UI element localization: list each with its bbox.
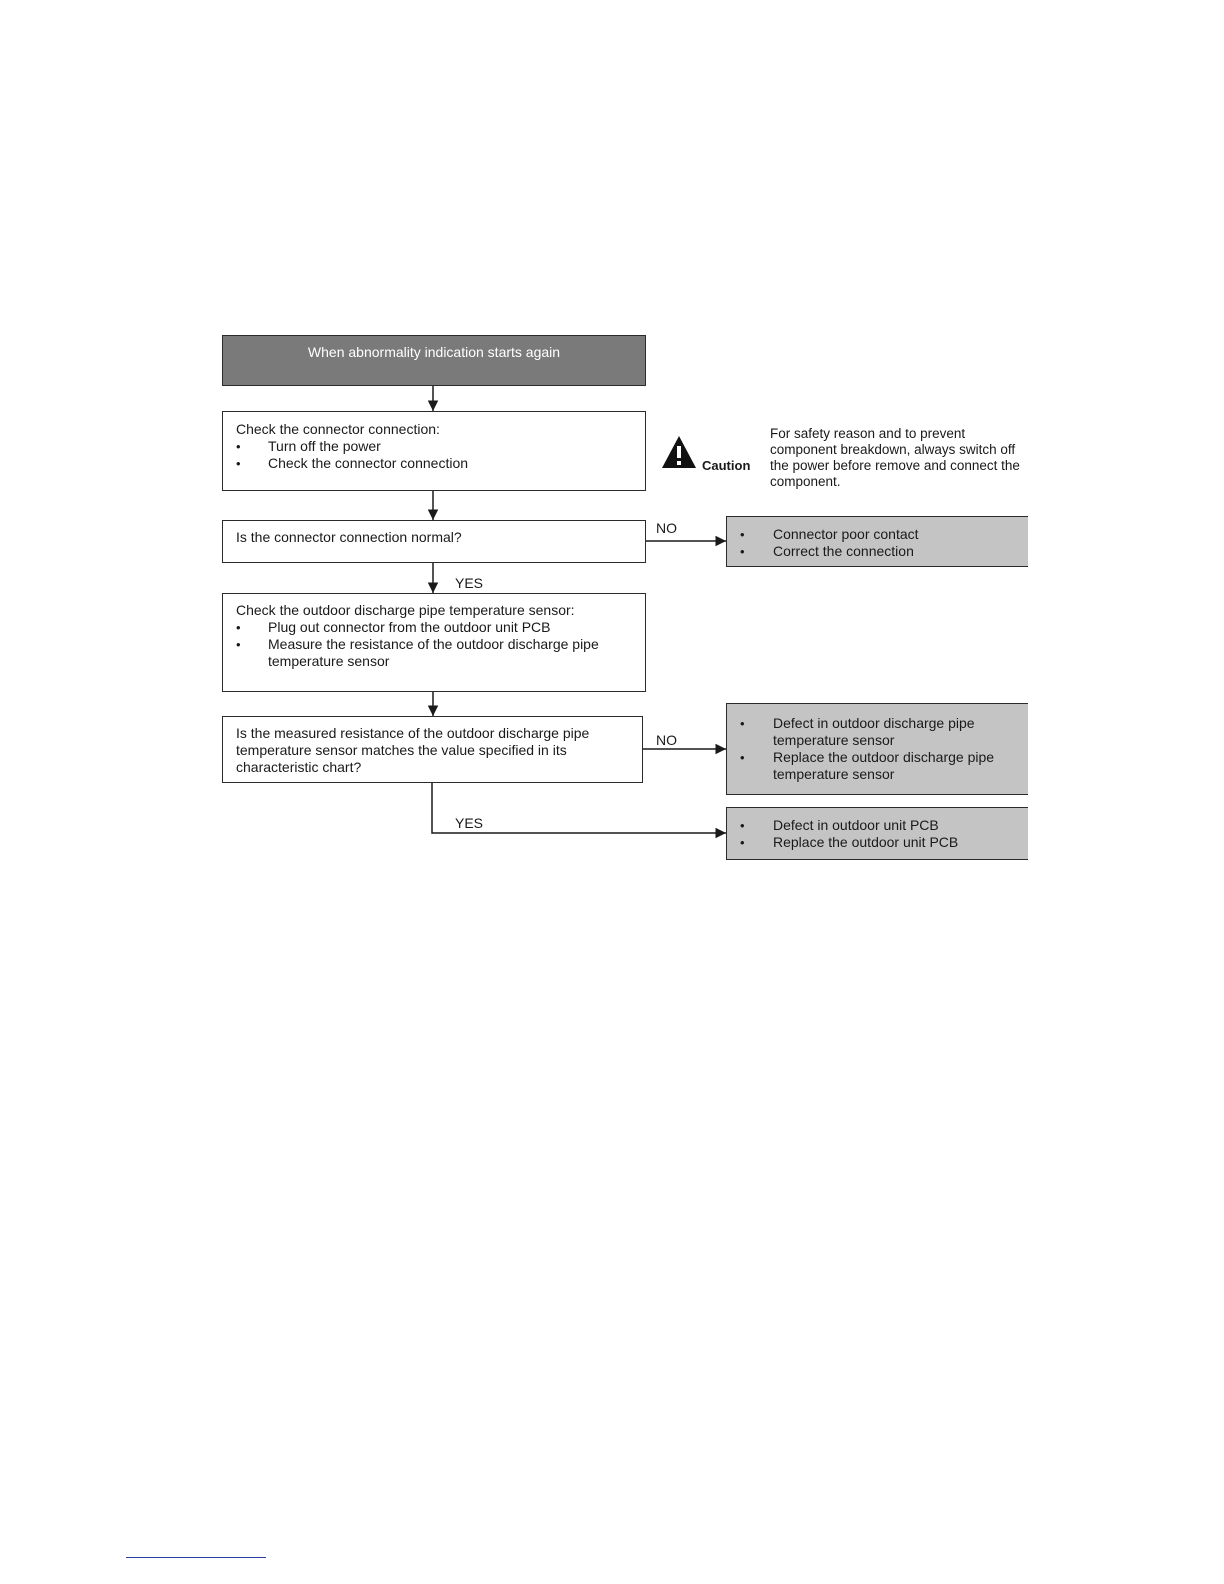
no-label: NO: [656, 520, 677, 536]
caution-text: For safety reason and to prevent component breakdown, always switch off the power before remove and connect the component.: [770, 426, 1020, 489]
footer-rule: [126, 1557, 266, 1558]
result-sensor-list: [740, 715, 1015, 783]
check-connector-list: [236, 438, 632, 472]
check-sensor-box: [222, 593, 646, 692]
result-pcb-box: [726, 807, 1028, 860]
list-item: • Defect in outdoor discharge pipe temperature sensor: [740, 715, 1015, 749]
caution-label: Caution: [702, 458, 751, 473]
decision-connector-text: Is the connector connection normal?: [236, 529, 462, 545]
list-item: • Correct the connection: [740, 543, 1015, 560]
decision-connector-box: [222, 520, 646, 563]
no-label: NO: [656, 732, 677, 748]
warning-icon: [661, 434, 697, 470]
yes-label: YES: [455, 575, 484, 591]
check-connector-box: [222, 411, 646, 491]
list-item: • Check the connector connection: [236, 455, 632, 472]
list-item: • Replace the outdoor unit PCB: [740, 834, 1015, 851]
list-item: • Plug out connector from the outdoor unit PCB: [236, 619, 632, 636]
result-connector-list: [740, 526, 1015, 560]
list-item: • Connector poor contact: [740, 526, 1015, 543]
result-sensor-box: [726, 703, 1028, 795]
start-box: [222, 335, 646, 386]
start-text: When abnormality indication starts again: [307, 344, 561, 360]
result-connector-box: [726, 516, 1028, 567]
list-item: • Measure the resistance of the outdoor discharge pipe temperature sensor: [236, 636, 632, 670]
check-connector-title: Check the connector connection:: [236, 421, 440, 437]
decision-resistance-text: Is the measured resistance of the outdoor discharge pipe temperature sensor matches the value specified in its characteristic chart?: [236, 725, 590, 775]
decision-resistance-box: [222, 716, 643, 783]
check-sensor-title: Check the outdoor discharge pipe temperature sensor:: [236, 602, 575, 618]
check-sensor-list: [236, 619, 632, 670]
result-pcb-list: [740, 817, 1015, 851]
list-item: • Replace the outdoor discharge pipe temperature sensor: [740, 749, 1015, 783]
list-item: • Turn off the power: [236, 438, 632, 455]
list-item: • Defect in outdoor unit PCB: [740, 817, 1015, 834]
yes-label: YES: [455, 815, 484, 831]
